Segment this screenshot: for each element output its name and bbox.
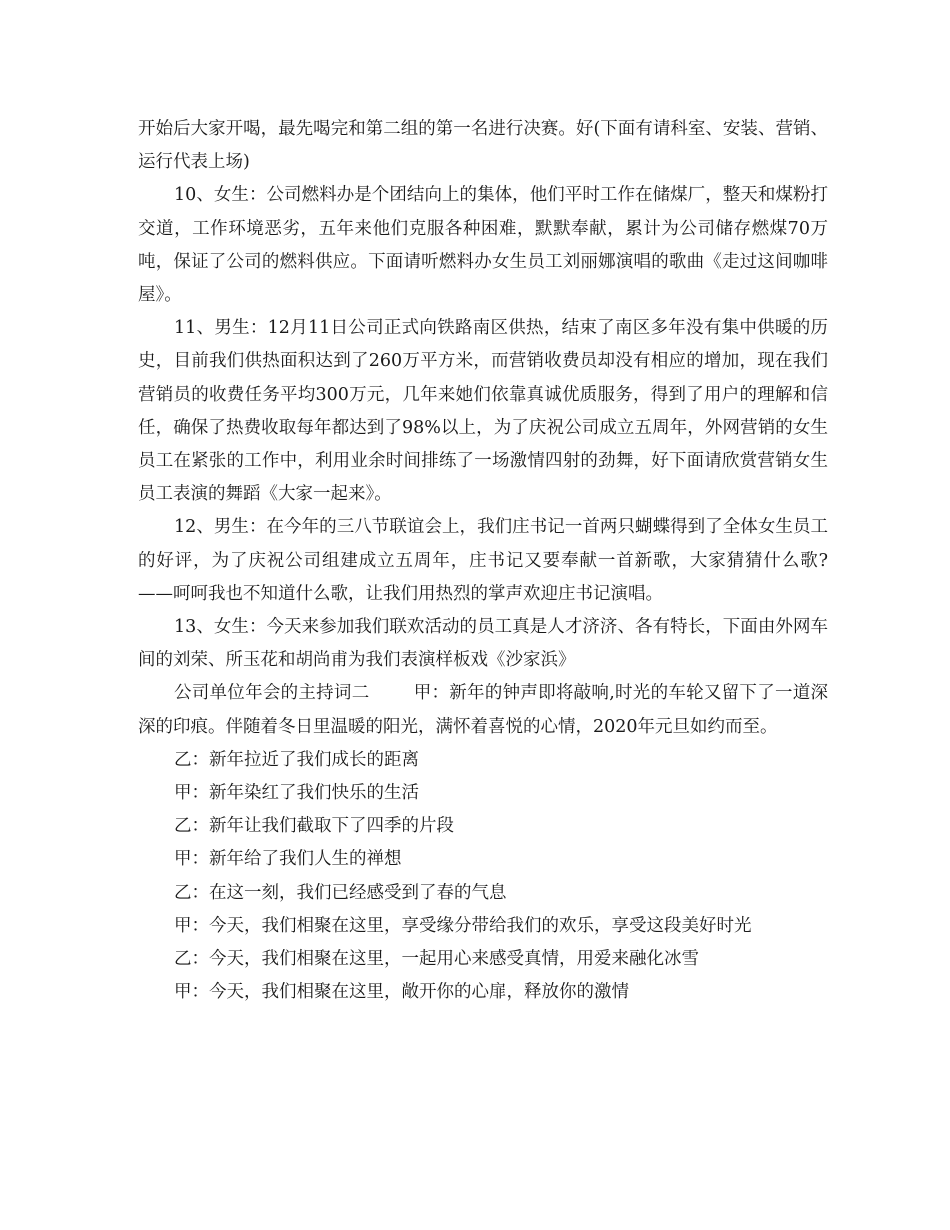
dialogue-line: 乙：在这一刻，我们已经感受到了春的气息 bbox=[174, 882, 507, 903]
dialogue-line: 甲：新年给了我们人生的禅想 bbox=[174, 849, 402, 870]
paragraph-item-13: 13、女生：今天来参加我们联欢活动的员工真是人才济济、各有特长，下面由外网车间的刘荣、所玉花和胡尚甫为我们表演样板戏《沙家浜》 bbox=[138, 617, 828, 671]
paragraph-item-12: 12、男生：在今年的三八节联谊会上，我们庄书记一首两只蝴蝶得到了全体女生员工的好评，为了庆祝公司组建成立五周年，庄书记又要奉献一首新歌，大家猜猜什么歌?——呵呵我也不知道什么歌，让我们用热烈的掌声欢迎庄书记演唱。 bbox=[138, 517, 828, 604]
section-paragraph bbox=[138, 677, 828, 743]
paragraph-continued: 开始后大家开喝，最先喝完和第二组的第一名进行决赛。好(下面有请科室、安装、营销、运行代表上场) bbox=[138, 119, 828, 173]
dialogue-line: 乙：新年让我们截取下了四季的片段 bbox=[174, 816, 454, 837]
paragraph-item-10: 10、女生：公司燃料办是个团结向上的集体，他们平时工作在储煤厂，整天和煤粉打交道，工作环境恶劣，五年来他们克服各种困难，默默奉献，累计为公司储存燃煤70万吨，保证了公司的燃料供应。下面请听燃料办女生员工刘丽娜演唱的歌曲《走过这间咖啡屋》。 bbox=[138, 185, 828, 306]
dialogue-line: 乙：新年拉近了我们成长的距离 bbox=[174, 749, 419, 770]
dialogue-line: 甲：今天，我们相聚在这里，敞开你的心扉，释放你的激情 bbox=[174, 982, 629, 1003]
section-title: 公司单位年会的主持词二 bbox=[174, 683, 370, 704]
dialogue-line: 甲：今天，我们相聚在这里，享受缘分带给我们的欢乐，享受这段美好时光 bbox=[174, 915, 752, 936]
section-intro: 甲：新年的钟声即将敲响,时光的车轮又留下了一道深深的印痕。伴随着冬日里温暖的阳光，满怀着喜悦的心情，2020年元旦如约而至。 bbox=[138, 683, 829, 737]
dialogue-line: 乙：今天，我们相聚在这里，一起用心来感受真情，用爱来融化冰雪 bbox=[174, 949, 699, 970]
dialogue-line: 甲：新年染红了我们快乐的生活 bbox=[174, 783, 419, 804]
paragraph-item-11: 11、男生：12月11日公司正式向铁路南区供热，结束了南区多年没有集中供暖的历史，目前我们供热面积达到了260万平方米，而营销收费员却没有相应的增加，现在我们营销员的收费任务平均300万元，几年来她们依靠真诚优质服务，得到了用户的理解和信任，确保了热费收取每年都达到了98%以上，为了庆祝公司成立五周年，外网营销的女生员工在紧张的工作中，利用业余时间排练了一场激情四射的劲舞，好下面请欣赏营销女生员工表演的舞蹈《大家一起来》。 bbox=[138, 318, 828, 505]
document-body bbox=[138, 113, 828, 1009]
